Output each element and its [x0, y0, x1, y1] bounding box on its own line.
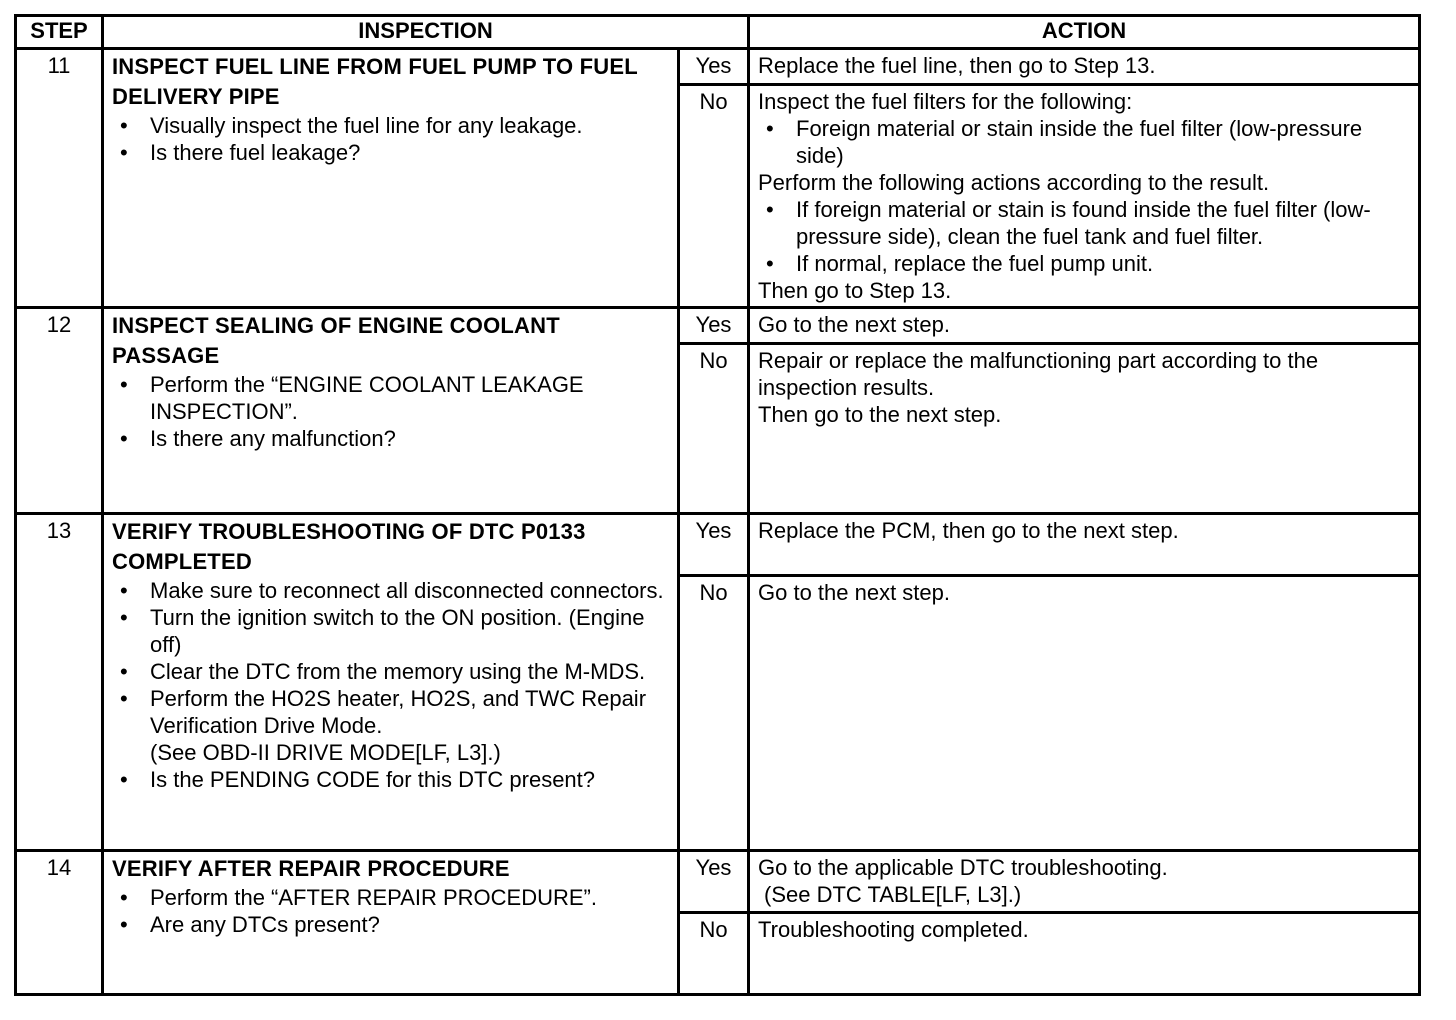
answer-no: No — [679, 85, 749, 308]
answer-yes: Yes — [679, 49, 749, 85]
list-item: • Perform the “ENGINE COOLANT LEAKAGE INSPECTION”. — [150, 371, 669, 425]
header-action: ACTION — [749, 16, 1420, 49]
diagnostic-procedure — [14, 14, 1421, 996]
step-number: 11 — [16, 49, 103, 308]
table-row — [16, 514, 1420, 576]
list-item: • Is there any malfunction? — [150, 425, 669, 452]
action-no — [749, 344, 1420, 514]
action-bullets — [758, 196, 1410, 277]
action-no: Troubleshooting completed. — [749, 913, 1420, 995]
troubleshooting-table — [14, 14, 1421, 996]
list-item: • Perform the “AFTER REPAIR PROCEDURE”. — [150, 884, 669, 911]
answer-yes: Yes — [679, 851, 749, 913]
inspection-title: INSPECT FUEL LINE FROM FUEL PUMP TO FUEL DELIVERY PIPE — [112, 54, 638, 109]
list-item: • If foreign material or stain is found inside the fuel filter (low-pressure side), clean the fuel tank and fuel filter. — [796, 196, 1410, 250]
answer-no: No — [679, 913, 749, 995]
inspection-title: VERIFY AFTER REPAIR PROCEDURE — [112, 856, 510, 881]
step-number: 12 — [16, 308, 103, 514]
table-row — [16, 49, 1420, 85]
action-yes: Replace the fuel line, then go to Step 13. — [749, 49, 1420, 85]
list-item: • Is there fuel leakage? — [150, 139, 669, 166]
inspection-cell — [103, 49, 679, 308]
action-yes — [749, 851, 1420, 913]
header-inspection: INSPECTION — [103, 16, 749, 49]
inspection-title: VERIFY TROUBLESHOOTING OF DTC P0133 COMPLETED — [112, 519, 586, 574]
action-yes: Replace the PCM, then go to the next step. — [749, 514, 1420, 576]
inspection-bullets — [112, 884, 669, 938]
action-no — [749, 85, 1420, 308]
action-text: Repair or replace the malfunctioning part according to the inspection results. — [758, 348, 1319, 400]
action-text: Perform the following actions according to the result. — [758, 170, 1270, 195]
action-text: Inspect the fuel filters for the following: — [758, 89, 1133, 114]
answer-no: No — [679, 576, 749, 851]
list-item: • If normal, replace the fuel pump unit. — [796, 250, 1410, 277]
action-bullets — [758, 115, 1410, 169]
answer-yes: Yes — [679, 514, 749, 576]
action-no: Go to the next step. — [749, 576, 1420, 851]
table-row — [16, 308, 1420, 344]
see-reference: (See OBD-II DRIVE MODE[LF, L3].) — [150, 740, 501, 765]
list-item: • Clear the DTC from the memory using the M-MDS. — [150, 658, 669, 685]
see-reference: (See DTC TABLE[LF, L3].) — [764, 882, 1022, 907]
list-item — [150, 685, 669, 766]
action-yes: Go to the next step. — [749, 308, 1420, 344]
list-item-text: Perform the HO2S heater, HO2S, and TWC Repair Verification Drive Mode. — [150, 686, 647, 738]
list-item: • Turn the ignition switch to the ON position. (Engine off) — [150, 604, 669, 658]
step-number: 14 — [16, 851, 103, 995]
inspection-bullets — [112, 371, 669, 452]
list-item: • Are any DTCs present? — [150, 911, 669, 938]
header-step: STEP — [16, 16, 103, 49]
table-row — [16, 851, 1420, 913]
list-item: • Visually inspect the fuel line for any leakage. — [150, 112, 669, 139]
inspection-bullets — [112, 112, 669, 166]
table-header-row — [16, 16, 1420, 49]
inspection-cell — [103, 851, 679, 995]
inspection-title: INSPECT SEALING OF ENGINE COOLANT PASSAGE — [112, 313, 560, 368]
answer-yes: Yes — [679, 308, 749, 344]
inspection-cell — [103, 514, 679, 851]
inspection-cell — [103, 308, 679, 514]
step-number: 13 — [16, 514, 103, 851]
list-item: • Foreign material or stain inside the fuel filter (low-pressure side) — [796, 115, 1410, 169]
answer-no: No — [679, 344, 749, 514]
action-text: Then go to the next step. — [758, 402, 1002, 427]
action-text: Then go to Step 13. — [758, 278, 952, 303]
inspection-bullets — [112, 577, 669, 793]
list-item: • Is the PENDING CODE for this DTC present? — [150, 766, 669, 793]
action-text: Go to the applicable DTC troubleshooting. — [758, 855, 1168, 880]
list-item: • Make sure to reconnect all disconnected connectors. — [150, 577, 669, 604]
